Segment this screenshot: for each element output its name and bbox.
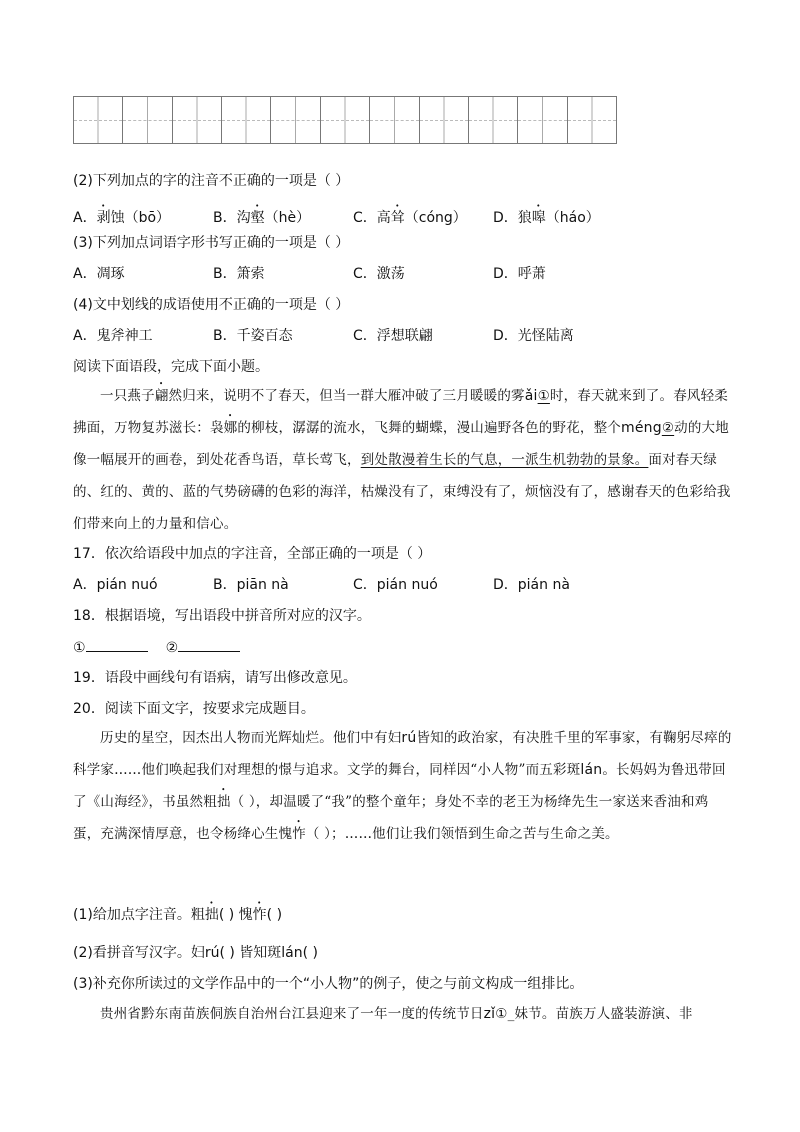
dotted-char: 娜	[223, 420, 238, 436]
q18-answers	[73, 637, 240, 658]
q4-stem: (4)文中划线的成语使用不正确的一项是（ ）	[73, 297, 350, 313]
q20-1	[73, 899, 282, 925]
passage-text: （ ），却温暖了“我”的整个童年；身处不幸的老王为杨绛先生一家送来香油和鸡蛋，充满深情厚意，也令杨绛心生愧	[73, 794, 709, 842]
grid-cell[interactable]	[222, 97, 271, 143]
passage-text: 然归来，说明不了春天，但当一群大雁冲破了三月暖暖的雾	[168, 388, 525, 404]
passage-spring	[73, 380, 733, 540]
option-text: （cóng）	[404, 210, 467, 226]
question-text: (1)给加点字注音。粗	[73, 907, 205, 923]
q17-option-a[interactable]: A．pián nuó	[73, 577, 158, 593]
passage-text: 一只燕子	[100, 388, 155, 404]
q20-2[interactable]: (2)看拼音写汉字。妇rú( ) 皆知斑lán( )	[73, 945, 318, 961]
question-text[interactable]: ( ) 愧	[218, 907, 253, 923]
option-text: （háo）	[545, 210, 600, 226]
q17-option-b[interactable]: B．piān nà	[213, 577, 289, 593]
q3-stem: (3)下列加点词语字形书写正确的一项是（ ）	[73, 235, 350, 251]
passage-text: 贵州省黔东南苗族侗族自治州台江县迎来了一年一度的传统节日	[100, 1006, 484, 1022]
q3-option-d[interactable]: D．呼萧	[493, 266, 546, 282]
pinyin: zǐ	[483, 1006, 496, 1022]
q4-option-d[interactable]: D．光怪陆离	[493, 328, 574, 344]
grid-cell[interactable]	[123, 97, 172, 143]
q2-option-d[interactable]	[493, 202, 600, 228]
passage-text: 时，春天就来到了。春风轻柔拂面，万物复苏滋长：袅	[73, 388, 729, 436]
option-text: 沟	[236, 210, 251, 226]
answer-parentheses[interactable]: ( )	[266, 907, 283, 923]
dotted-char: 耸	[390, 210, 405, 226]
dotted-char: 怍	[292, 826, 306, 842]
grid-cell[interactable]	[568, 97, 616, 143]
q19-stem: 19．语段中画线句有语病，请写出修改意见。	[73, 670, 357, 686]
blank-number: ①	[73, 640, 86, 656]
option-letter: A．	[73, 210, 97, 226]
q17-option-c[interactable]: C．pián nuó	[353, 577, 438, 593]
q2-option-c[interactable]	[353, 202, 467, 228]
q20-3: (3)补充你所读过的文学作品中的一个“小人物”的例子，使之与前文构成一组排比。	[73, 976, 584, 992]
answer-blank[interactable]	[86, 637, 148, 652]
passage-history	[73, 722, 733, 850]
q2-option-b[interactable]	[213, 202, 310, 228]
q18-stem: 18．根据语境，写出语段中拼音所对应的汉字。	[73, 608, 371, 624]
dotted-char: 剥	[96, 210, 111, 226]
grid-cell[interactable]	[321, 97, 370, 143]
q17-stem: 17．依次给语段中加点的字注音，全部正确的一项是（ ）	[73, 546, 432, 562]
option-text: 蚀（bō）	[110, 210, 171, 226]
underlined-sentence: 到处散漫着生长的气息，一派生机勃勃的景象。	[360, 452, 649, 468]
grid-cell[interactable]	[271, 97, 320, 143]
passage-text: 。长妈妈为鲁迅带回了《山海经》，书虽然粗	[73, 762, 726, 810]
option-text: 狼	[517, 210, 532, 226]
passage-text: 面对春天绿的、红的、黄的、蓝的气势磅礴的色彩的海洋，枯燥没有了，束缚没有了，烦恼没有了，感谢春天的色彩给我们带来向上的力量和信心。	[73, 452, 731, 532]
option-letter: C．	[353, 210, 377, 226]
pinyin: rú	[401, 730, 417, 746]
passage-text: 动的大地像一幅展开的画卷，到处花香鸟语，草长莺飞，	[73, 420, 729, 468]
reading-intro: 阅读下面语段，完成下面小题。	[73, 359, 269, 375]
writing-grid[interactable]	[73, 96, 617, 144]
grid-cell[interactable]	[420, 97, 469, 143]
dotted-char: 怍	[252, 907, 267, 923]
dotted-char: 翩	[154, 388, 169, 404]
option-text: 高	[376, 210, 391, 226]
option-letter: B．	[213, 210, 237, 226]
blank-marker[interactable]: ①	[495, 1006, 508, 1022]
option-letter: D．	[493, 210, 518, 226]
pinyin: méng	[621, 420, 662, 436]
passage-text: （ ）；……他们让我们领悟到生命之苦与生命之美。	[305, 826, 619, 842]
dotted-char: 拙	[216, 794, 231, 810]
answer-blank[interactable]	[178, 637, 240, 652]
option-text: （hè）	[264, 210, 311, 226]
grid-cell[interactable]	[173, 97, 222, 143]
q3-option-a[interactable]: A．凋琢	[73, 266, 125, 282]
passage-festival	[73, 998, 733, 1030]
passage-text: 的柳枝，潺潺的流水，飞舞的蝴蝶，漫山遍野各色的野花，整个	[237, 420, 622, 436]
blank-marker[interactable]: ②	[661, 420, 675, 436]
grid-cell[interactable]	[469, 97, 518, 143]
dotted-char: 嗥	[531, 210, 546, 226]
grid-cell[interactable]	[74, 97, 123, 143]
grid-cell[interactable]	[370, 97, 419, 143]
q4-option-b[interactable]: B．千姿百态	[213, 328, 293, 344]
q2-option-a[interactable]	[73, 202, 170, 228]
pinyin: lán	[580, 762, 603, 778]
passage-text: _妹节。苗族万人盛装游演、非	[507, 1006, 693, 1022]
q4-option-c[interactable]: C．浮想联翩	[353, 328, 433, 344]
grid-cell[interactable]	[518, 97, 567, 143]
dotted-char: 壑	[250, 210, 265, 226]
blank-number: ②	[165, 640, 179, 656]
q4-option-a[interactable]: A．鬼斧神工	[73, 328, 153, 344]
pinyin: ǎi	[524, 388, 538, 404]
dotted-char: 拙	[204, 907, 219, 923]
q20-stem: 20．阅读下面文字，按要求完成题目。	[73, 701, 315, 717]
blank-marker[interactable]: ①	[537, 388, 550, 404]
q17-option-d[interactable]: D．pián nà	[493, 577, 570, 593]
passage-text: 历史的星空，因杰出人物而光辉灿烂。他们中有妇	[100, 730, 402, 746]
q2-stem: (2)下列加点的字的注音不正确的一项是（ ）	[73, 173, 350, 189]
q3-option-c[interactable]: C．激荡	[353, 266, 405, 282]
passage-text: 皆知的政治家，有决胜千里的军事家，有鞠躬尽瘁的科学家……他们唤起我们对理想的憬与追求。文学的舞台，同样因“小人物”而五彩斑	[73, 730, 732, 778]
q3-option-b[interactable]: B．箫索	[213, 266, 265, 282]
